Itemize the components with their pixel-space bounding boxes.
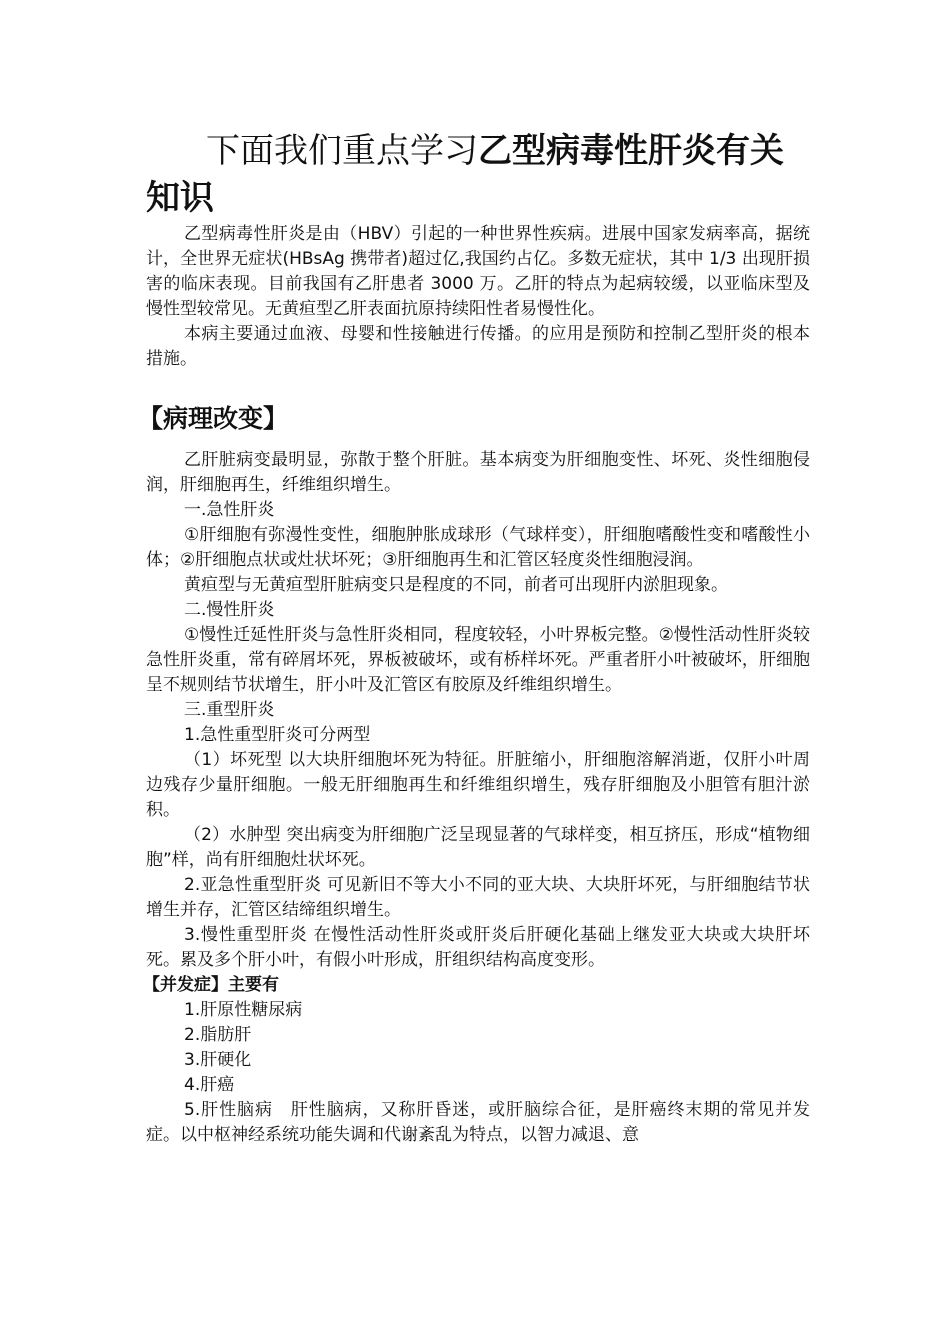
- title-part-regular: 下面我们重点学习: [206, 131, 478, 171]
- document-title: [146, 128, 810, 222]
- complications-heading: 【并发症】主要有: [143, 975, 279, 995]
- severe-hepatitis-type-3: 3.慢性重型肝炎 在慢性活动性肝炎或肝炎后肝硬化基础上继发亚大块或大块肝坏死。累及多个肝小叶，有假小叶形成，肝组织结构高度变形。: [146, 925, 810, 970]
- intro-paragraph-2: 本病主要通过血液、母婴和性接触进行传播。的应用是预防和控制乙型肝炎的根本措施。: [146, 324, 810, 369]
- jaundice-text: 黄疸型与无黄疸型肝脏病变只是程度的不同，前者可出现肝内淤胆现象。: [184, 575, 728, 595]
- complication-item-5: 5.肝性脑病 肝性脑病，又称肝昏迷，或肝脑综合征，是肝癌终末期的常见并发症。以中枢神经系统功能失调和代谢紊乱为特点，以智力减退、意: [146, 1100, 810, 1145]
- complication-item: 2.脂肪肝: [184, 1025, 252, 1045]
- complication-item: 1.肝原性糖尿病: [184, 1000, 303, 1020]
- complication-item: 3.肝硬化: [184, 1050, 252, 1070]
- intro-paragraph-1: 乙型病毒性肝炎是由（HBV）引起的一种世界性疾病。进展中国家发病率高，据统计，全世界无症状(HBsAg 携带者)超过亿,我国约占亿。多数无症状，其中 1/3 出现肝损害的临床表现。目前我国有乙肝患者 3000 万。乙肝的特点为起病较缓，以亚临床型及慢性型较常见。无黄疸型乙肝表面抗原持续阳性者易慢性化。: [146, 224, 810, 319]
- severe-hepatitis-type-1b: （2）水肿型 突出病变为肝细胞广泛呈现显著的气球样变，相互挤压，形成“植物细胞”样，尚有肝细胞灶状坏死。: [146, 825, 810, 870]
- complication-item: 4.肝癌: [184, 1075, 235, 1095]
- severe-hepatitis-label: 三.重型肝炎: [184, 700, 275, 720]
- title-part-bold: 乙型病毒性肝炎有关知识: [146, 131, 784, 218]
- chronic-hepatitis-label: 二.慢性肝炎: [184, 600, 275, 620]
- acute-hepatitis-text: ①肝细胞有弥漫性变性，细胞肿胀成球形（气球样变），肝细胞嗜酸性变和嗜酸性小体；②肝细胞点状或灶状坏死；③肝细胞再生和汇管区轻度炎性细胞浸润。: [146, 525, 810, 570]
- severe-hepatitis-type-2: 2.亚急性重型肝炎 可见新旧不等大小不同的亚大块、大块肝坏死，与肝细胞结节状增生并存，汇管区结缔组织增生。: [146, 875, 810, 920]
- severe-hepatitis-type-1a: （1）坏死型 以大块肝细胞坏死为特征。肝脏缩小，肝细胞溶解消逝，仅肝小叶周边残存少量肝细胞。一般无肝细胞再生和纤维组织增生，残存肝细胞及小胆管有胆汁淤积。: [146, 750, 810, 820]
- acute-hepatitis-label: 一.急性肝炎: [184, 500, 275, 520]
- pathology-heading: 【病理改变】: [138, 404, 289, 433]
- chronic-hepatitis-text: ①慢性迁延性肝炎与急性肝炎相同，程度较轻，小叶界板完整。②慢性活动性肝炎较急性肝炎重，常有碎屑坏死，界板被破坏，或有桥样坏死。严重者肝小叶被破坏，肝细胞呈不规则结节状增生，肝小叶及汇管区有胶原及纤维组织增生。: [146, 625, 810, 695]
- document-page: [138, 128, 810, 1148]
- severe-hepatitis-type-1: 1.急性重型肝炎可分两型: [184, 725, 371, 745]
- pathology-overview: 乙肝脏病变最明显，弥散于整个肝脏。基本病变为肝细胞变性、坏死、炎性细胞侵润，肝细胞再生，纤维组织增生。: [146, 450, 810, 495]
